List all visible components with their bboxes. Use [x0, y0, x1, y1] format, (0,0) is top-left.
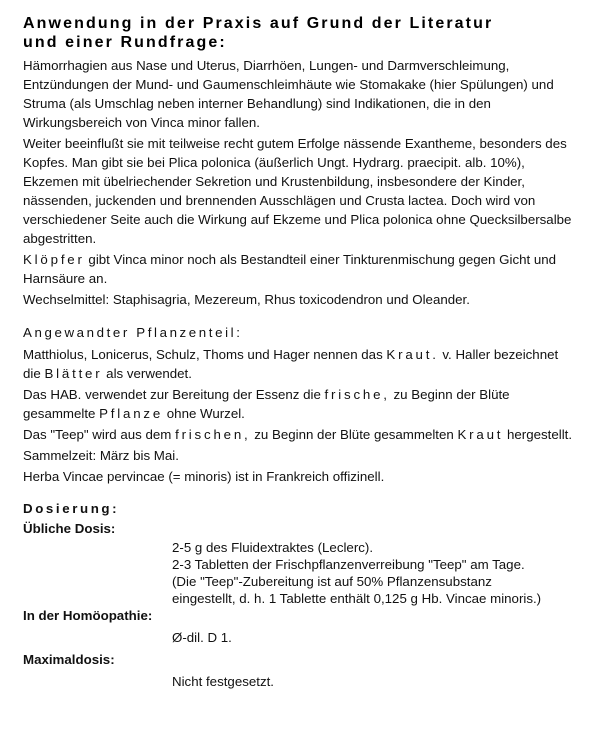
- dose-line: 2-5 g des Fluidextraktes (Leclerc).: [172, 540, 374, 555]
- p2-text-c: ohne Wurzel.: [163, 406, 245, 421]
- spaced-word-kraut: Kraut.: [386, 347, 439, 362]
- sammelzeit-paragraph: Sammelzeit: März bis Mai.: [23, 448, 179, 463]
- p2-text-a: Das HAB. verwendet zur Bereitung der Essenz die: [23, 387, 325, 402]
- uebliche-dosis-value: [172, 539, 578, 607]
- dose-line: 2-3 Tabletten der Frischpflanzenverreibung "Teep" am Tage.: [172, 557, 525, 572]
- author-name-kloepfer: Klöpfer: [23, 252, 85, 267]
- herba-paragraph: Herba Vincae pervincae (= minoris) ist in Frankreich offizinell.: [23, 469, 385, 484]
- spaced-word-frischen: frischen,: [175, 427, 251, 442]
- maximaldosis-value: [172, 673, 578, 690]
- praxis-paragraph-3-text: gibt Vinca minor noch als Bestandteil einer Tinkturenmischung gegen Gicht und Harnsäure an.: [23, 252, 557, 286]
- pflanzenteil-paragraph-2: [23, 385, 578, 423]
- document-page: [23, 14, 578, 690]
- p3-text-c: hergestellt.: [503, 427, 573, 442]
- dose-line: Ø-dil. D 1.: [172, 630, 232, 645]
- title-line-2: und einer Rundfrage:: [23, 34, 227, 51]
- homoeopathie-label: In der Homöopathie:: [23, 608, 153, 623]
- spaced-word-pflanze: Pflanze: [99, 406, 164, 421]
- maximaldosis-label: Maximaldosis:: [23, 652, 115, 667]
- uebliche-dosis-label: Übliche Dosis:: [23, 521, 116, 536]
- section-title: [23, 14, 578, 52]
- spaced-word-blaetter: Blätter: [44, 366, 103, 381]
- pflanzenteil-paragraph-1: [23, 345, 578, 383]
- spaced-word-kraut-2: Kraut: [457, 427, 504, 442]
- praxis-paragraph-3: [23, 250, 578, 288]
- p1-text-a: Matthiolus, Lonicerus, Schulz, Thoms und Hager nennen das: [23, 347, 387, 362]
- praxis-paragraph-2: Weiter beeinflußt sie mit teilweise recht gutem Erfolge nässende Exantheme, besonders des Kopfes. Man gibt sie bei Plica polonica (äußerlich Ungt. Hydrarg. praecipit. alb. 10%), Ekzemen mit übelriechender Sekretion und Krustenbildung, insbesondere der Kinder, nässenden, juckenden und brennenden Ausschlägen und Crusta lactea. Doch wird von verschiedener Seite auch die Wirkung auf Ekzeme und Plica polonica ohne Quecksilbersalbe abgestritten.: [23, 136, 572, 246]
- pflanzenteil-heading: Angewandter Pflanzenteil:: [23, 325, 243, 340]
- dose-line: eingestellt, d. h. 1 Tablette enthält 0,125 g Hb. Vincae minoris.): [172, 591, 542, 606]
- spaced-word-frische: frische,: [324, 387, 390, 402]
- p1-text-b: v. Haller bezeichnet die: [23, 347, 559, 381]
- title-line-1: Anwendung in der Praxis auf Grund der Literatur: [23, 15, 494, 32]
- dose-line: Nicht festgesetzt.: [172, 674, 274, 689]
- p2-text-b: zu Beginn der Blüte gesammelte: [23, 387, 510, 421]
- praxis-paragraph-1: Hämorrhagien aus Nase und Uterus, Diarrhöen, Lungen- und Darmverschleimung, Entzündungen der Mund- und Gaumenschleimhäute wie Stomakake (hier Spülungen) und Struma (als Umschlag neben interner Behandlung) sind Indikationen, die in den Wirkungsbereich von Vinca minor fallen.: [23, 58, 554, 130]
- pflanzenteil-paragraph-3: [23, 425, 578, 444]
- p1-text-c: als verwendet.: [102, 366, 192, 381]
- dose-line: (Die "Teep"-Zubereitung ist auf 50% Pflanzensubstanz: [172, 574, 492, 589]
- p3-text-a: Das "Teep" wird aus dem: [23, 427, 176, 442]
- dosierung-heading: Dosierung:: [23, 501, 120, 516]
- wechselmittel-paragraph: Wechselmittel: Staphisagria, Mezereum, Rhus toxicodendron und Oleander.: [23, 292, 470, 307]
- p3-text-b: zu Beginn der Blüte gesammelten: [250, 427, 458, 442]
- homoeopathie-value: [172, 629, 578, 646]
